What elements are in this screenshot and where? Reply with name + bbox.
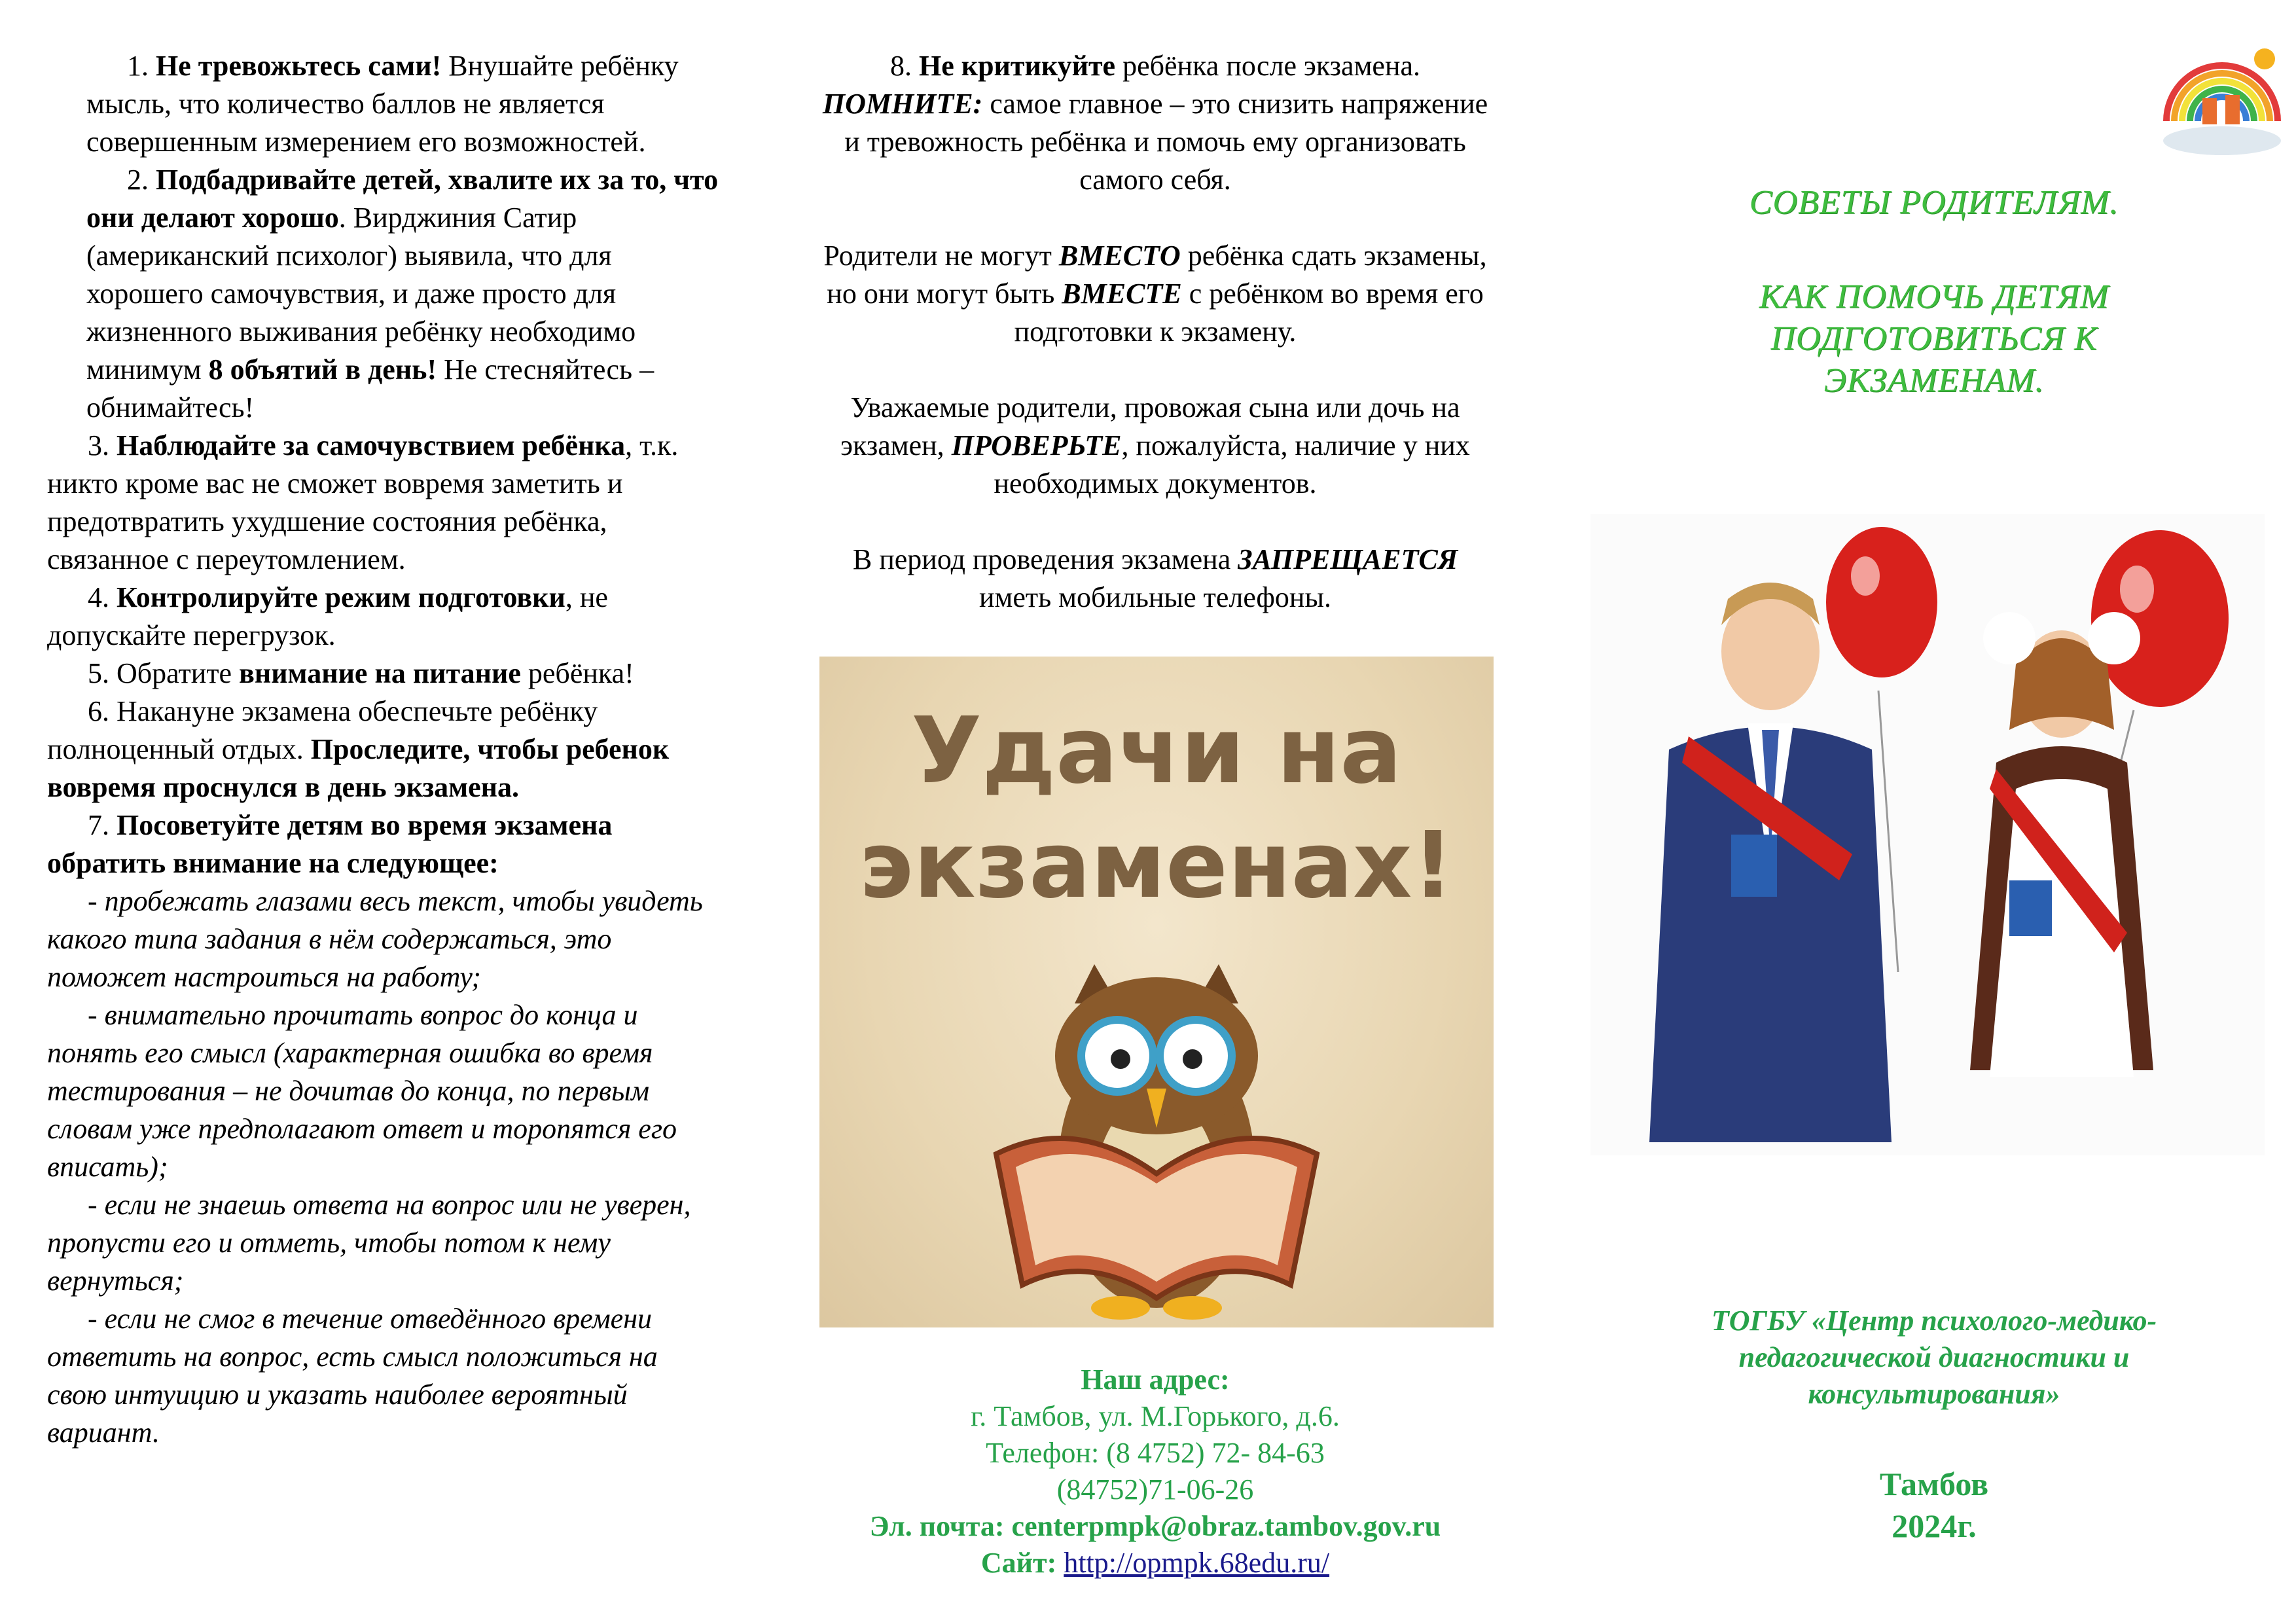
email-address: centerpmpk@obraz.tambov.gov.ru (1011, 1510, 1441, 1542)
address-label: Наш адрес: (1081, 1363, 1230, 1396)
good-luck-line-2: экзаменах! (859, 812, 1454, 919)
year: 2024г. (1892, 1507, 1977, 1544)
site-link[interactable]: http://opmpk.68edu.ru/ (1064, 1547, 1330, 1579)
remember-paragraph: ПОМНИТЕ: самое главное – это снизить напряжение и тревожность ребёнка и помочь ему организовать самого себя. (822, 88, 1488, 196)
owl-reading-book-icon (819, 657, 1494, 1327)
good-luck-owl-image (819, 657, 1494, 1327)
brochure-title: СОВЕТЫ РОДИТЕЛЯМ. (1749, 184, 2119, 221)
tip-paragraph-3: 3. Наблюдайте за самочувствием ребёнка, т.к. никто кроме вас не сможет вовремя заметить и предотвратить ухудшение состояния ребёнка, связанное с переутомлением. (47, 429, 679, 575)
graduates-illustration (1590, 514, 2265, 1155)
phone-1: Телефон: (8 4752) 72- 84-63 (986, 1437, 1325, 1469)
contact-block (815, 1362, 1496, 1581)
left-column (47, 47, 721, 1452)
tip-paragraph-4: 4. Контролируйте режим подготовки, не допускайте перегрузок. (47, 581, 608, 651)
exam-tip-2: - внимательно прочитать вопрос до конца и понять его смысл (характерная ошибка во время тестирования – не дочитав до конца, по первым словам уже предполагают ответ и торопятся его вписать); (47, 999, 677, 1183)
phone-2: (84752)71-06-26 (1056, 1473, 1254, 1506)
brochure-subtitle-line-3: ЭКЗАМЕНАМ. (1823, 362, 2045, 399)
address-text: г. Тамбов, ул. М.Горького, д.6. (971, 1400, 1340, 1432)
middle-column (815, 47, 1496, 617)
site-line: Сайт: http://opmpk.68edu.ru/ (980, 1547, 1330, 1579)
brochure-subtitle-line-1: КАК ПОМОЧЬ ДЕТЯМ (1759, 278, 2109, 316)
exam-tip-1: - пробежать глазами весь текст, чтобы увидеть какого типа задания в нём содержаться, это поможет настроиться на работу; (47, 885, 703, 993)
tip-paragraph-1: 1. Не тревожьтесь сами! Внушайте ребёнку мысль, что количество баллов не является совершенным измерением его возможностей. (86, 50, 679, 158)
exam-tip-3: - если не знаешь ответа на вопрос или не уверен, пропусти его и отметь, чтобы потом к нему вернуться; (47, 1189, 691, 1297)
city-year (1590, 1463, 2278, 1547)
brochure-subtitle-line-2: ПОДГОТОВИТЬСЯ К (1770, 320, 2098, 357)
exam-tip-4: - если не смог в течение отведённого времени ответить на вопрос, есть смысл положиться на свою интуицию и указать наиболее вероятный вариант. (47, 1303, 658, 1449)
center-logo-icon (2160, 36, 2284, 157)
parents-paragraph: Родители не могут ВМЕСТО ребёнка сдать экзамены, но они могут быть ВМЕСТЕ с ребёнком во время его подготовки к экзамену. (823, 240, 1487, 348)
tip-paragraph-6: 6. Накануне экзамена обеспечьте ребёнку полноценный отдых. Проследите, чтобы ребенок вовремя проснулся в день экзамена. (47, 695, 670, 803)
tip-paragraph-7: 7. Посоветуйте детям во время экзамена обратить внимание на следующее: (47, 809, 613, 879)
tip-paragraph-8: 8. Не критикуйте ребёнка после экзамена. (889, 50, 1421, 82)
phones-forbidden-paragraph: В период проведения экзамена ЗАПРЕЩАЕТСЯ иметь мобильные телефоны. (852, 543, 1458, 613)
city: Тамбов (1879, 1466, 1989, 1502)
good-luck-line-1: Удачи на (911, 698, 1402, 804)
email-line: Эл. почта: centerpmpk@obraz.tambov.gov.ru (869, 1510, 1441, 1542)
graduates-with-balloons-icon (1590, 514, 2265, 1155)
organization-name: ТОГБУ «Центр психолого-медико- педагогической диагностики и консультирования» (1711, 1305, 2157, 1410)
tip-paragraph-5: 5. Обратите внимание на питание ребёнка! (88, 657, 634, 689)
tip-paragraph-2: 2. Подбадривайте детей, хвалите их за то, что они делают хорошо. Вирджиния Сатир (американский психолог) выявила, что для хорошего самочувствия, и даже просто для жизненного выживания ребёнку необходимо минимум 8 объятий в день! Не стесняйтесь – обнимайтесь! (86, 164, 719, 424)
check-documents-paragraph: Уважаемые родители, провожая сына или дочь на экзамен, ПРОВЕРЬТЕ, пожалуйста, наличие у них необходимых документов. (840, 391, 1470, 499)
